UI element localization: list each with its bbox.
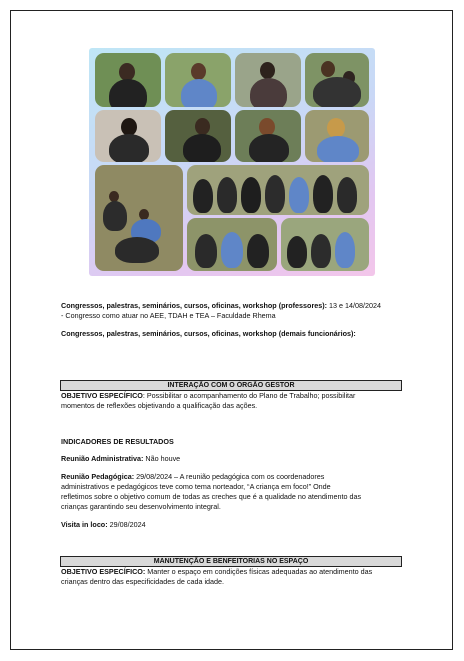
section-banner-interacao: INTERAÇÃO COM O ÓRGÃO GESTOR (60, 380, 402, 391)
section-banner-manutencao: MANUTENÇÃO E BENFEITORIAS NO ESPAÇO (60, 556, 402, 567)
manutencao-objetivo-text: Manter o espaço em condições físicas adequadas ao atendimento das (145, 567, 373, 576)
reuniao-administrativa-value: Não houve (143, 454, 181, 463)
collage-photo-9 (95, 165, 183, 271)
visita-in-loco-label: Visita in loco: (61, 520, 108, 529)
interacao-objetivo-label: OBJETIVO ESPECÍFICO (61, 391, 143, 400)
reuniao-pedagogica-label: Reunião Pedagógica: (61, 472, 135, 481)
indicadores-title: INDICADORES DE RESULTADOS (61, 437, 174, 446)
collage-photo-4 (305, 53, 369, 107)
reuniao-administrativa (61, 454, 406, 464)
manutencao-objetivo-line2: crianças dentro das especificidades de cada idade. (61, 577, 225, 586)
reuniao-pedagogica-line2: administrativos e pedagógicos teve como tema norteador, “A criança em foco!” Onde (61, 482, 331, 491)
congressos-professores-detail: - Congresso como atuar no AEE, TDAH e TEA – Faculdade Rhema (61, 311, 276, 320)
collage-photo-2 (165, 53, 231, 107)
collage-photo-11 (187, 218, 277, 271)
collage-photo-3 (235, 53, 301, 107)
reuniao-administrativa-label: Reunião Administrativa: (61, 454, 144, 463)
collage-photo-6 (165, 110, 231, 162)
interacao-objetivo-line1 (61, 391, 402, 401)
collage-photo-1 (95, 53, 161, 107)
collage-photo-5 (95, 110, 161, 162)
congressos-professores-label: Congressos, palestras, seminários, cursos, oficinas, workshop (professores): (61, 301, 328, 310)
congressos-professores-date: 13 e 14/08/2024 (329, 301, 381, 310)
reuniao-pedagogica-line1 (61, 472, 406, 482)
collage-photo-8 (305, 110, 369, 162)
reuniao-pedagogica-line3: refletimos sobre o objetivo comum de todas as creches que é a qualidade no atendimento das (61, 492, 362, 501)
manutencao-objetivo-line1 (61, 567, 402, 577)
collage-photo-10 (187, 165, 369, 215)
collage-photo-7 (235, 110, 301, 162)
visita-in-loco-value: 29/08/2024 (107, 520, 146, 529)
interacao-objetivo-line2: momentos de reflexões objetivando a qualificação das ações. (61, 401, 258, 410)
photo-collage (89, 48, 375, 276)
collage-photo-12 (281, 218, 369, 271)
reuniao-pedagogica-line4: crianças garantindo seu desenvolvimento integral. (61, 502, 221, 511)
manutencao-objetivo-label: OBJETIVO ESPECÍFICO: (61, 567, 146, 576)
interacao-objetivo-text: : Possibilitar o acompanhamento do Plano de Trabalho; possibilitar (142, 391, 356, 400)
reuniao-pedagogica-text: 29/08/2024 – A reunião pedagógica com os coordenadores (134, 472, 325, 481)
congressos-professores (61, 301, 406, 311)
visita-in-loco (61, 520, 406, 530)
congressos-funcionarios-label: Congressos, palestras, seminários, cursos, oficinas, workshop (demais funcionários): (61, 329, 356, 338)
